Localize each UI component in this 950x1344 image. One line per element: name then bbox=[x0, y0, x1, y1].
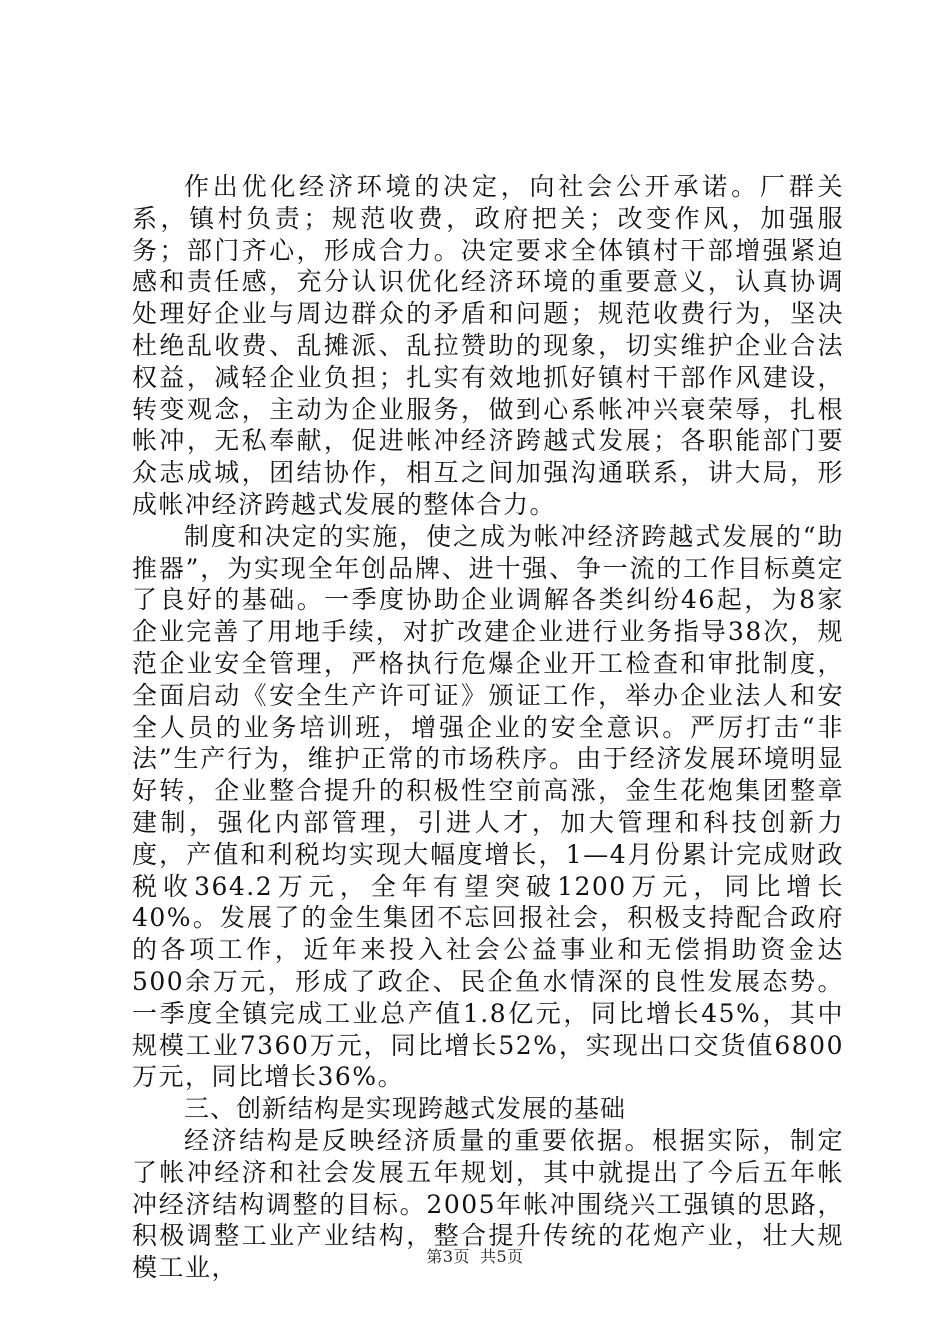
page-number: 第3页 bbox=[426, 1247, 470, 1266]
paragraph: 作出优化经济环境的决定，向社会公开承诺。厂群关系，镇村负责；规范收费，政府把关；改变作风，加强服务；部门齐心，形成合力。决定要求全体镇村干部增强紧迫感和责任感，充分认识优化经济环境的重要意义，认真协调处理好企业与周边群众的矛盾和问题；规范收费行为，坚决杜绝乱收费、乱摊派、乱拉赞助的现象，切实维护企业合法权益，减轻企业负担；扎实有效地抓好镇村干部作风建设，转变观念，主动为企业服务，做到心系帐冲兴衰荣辱，扎根帐冲，无私奉献，促进帐冲经济跨越式发展；各职能部门要众志成城，团结协作，相互之间加强沟通联系，讲大局，形成帐冲经济跨越式发展的整体合力。 bbox=[132, 172, 844, 519]
paragraph: 制度和决定的实施，使之成为帐冲经济跨越式发展的“助推器”，为实现全年创品牌、进十强、争一流的工作目标奠定了良好的基础。一季度协助企业调解各类纠纷46起，为8家企业完善了用地手续，对扩改建企业进行业务指导38次，规范企业安全管理，严格执行危爆企业开工检查和审批制度，全面启动《安全生产许可证》颁证工作，举办企业法人和安全人员的业务培训班，增强企业的安全意识。严厉打击“非法”生产行为，维护正常的市场秩序。由于经济发展环境明显好转，企业整合提升的积极性空前高涨，金生花炮集团整章建制，强化内部管理，引进人才，加大管理和科技创新力度，产值和利税均实现大幅度增长，1—4月份累计完成财政税收364.2万元，全年有望突破1200万元，同比增长40%。发展了的金生集团不忘回报社会，积极支持配合政府的各项工作，近年来投入社会公益事业和无偿捐助资金达500余万元，形成了政企、民企鱼水情深的良性发展态势。一季度全镇完成工业总产值1.8亿元，同比增长45%，其中规模工业7360万元，同比增长52%，实现出口交货值6800万元，同比增长36%。 bbox=[132, 521, 844, 1092]
paragraph: 经济结构是反映经济质量的重要依据。根据实际，制定了帐冲经济和社会发展五年规划，其中就提出了今后五年帐冲经济结构调整的目标。2005年帐冲围绕兴工强镇的思路，积极调整工业产业结构，整合提升传统的花炮产业，壮大规模工业， bbox=[132, 1125, 844, 1283]
page-total: 共5页 bbox=[480, 1247, 524, 1266]
page-footer bbox=[0, 1244, 950, 1267]
section-heading: 三、创新结构是实现跨越式发展的基础 bbox=[184, 1094, 627, 1124]
document-body bbox=[132, 171, 844, 1284]
